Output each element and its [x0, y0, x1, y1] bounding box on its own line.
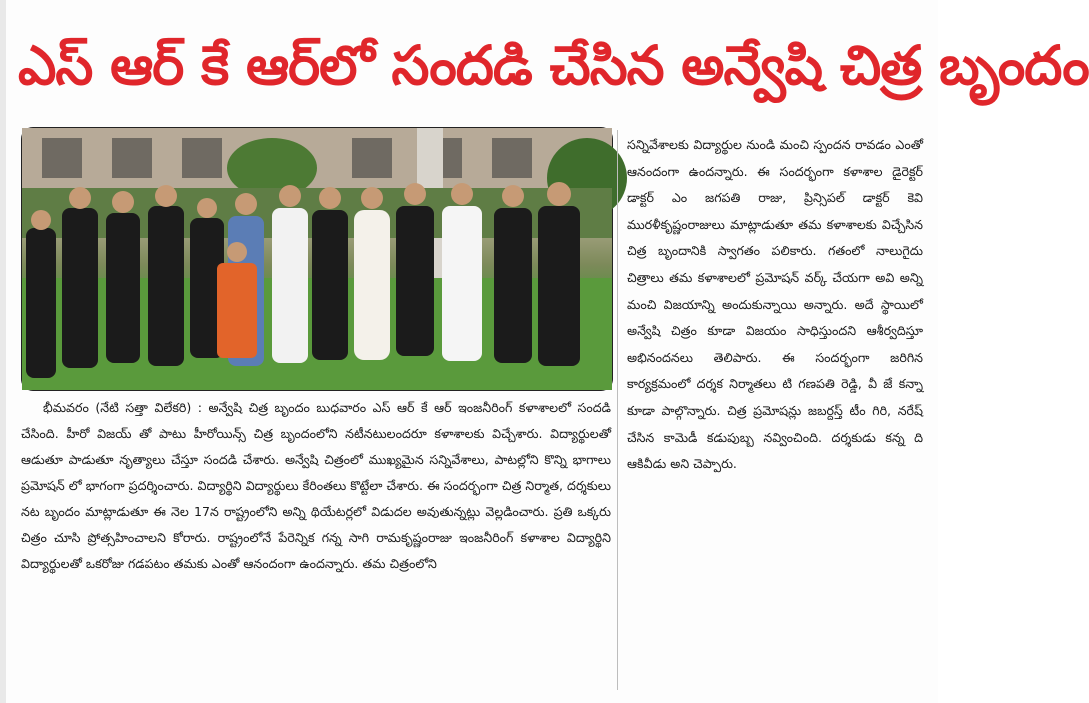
column-divider — [617, 130, 618, 690]
article-column-right — [627, 132, 923, 697]
group-photo — [21, 127, 613, 391]
group-photo-illustration — [22, 128, 612, 390]
page-edge — [0, 0, 6, 703]
headline: ఎస్ ఆర్ కే ఆర్‌లో సందడి చేసిన అన్వేషి చిత్ర బృందం — [18, 34, 1089, 97]
article-paragraph-right: సన్నివేశాలకు విద్యార్థుల నుండి మంచి స్పందన రావడం ఎంతో ఆనందంగా ఉందన్నారు. ఈ సందర్భంగా కళాశాల డైరెక్టర్ డాక్టర్ ఎం జగపతి రాజు, ప్రిన్సిపల్ డాక్టర్ కెవి మురళీకృష్ణంరాజులు మాట్లాడుతూ తమ కళాశాలకు విచ్చేసిన చిత్ర బృందానికి స్వాగతం పలికారు. గతంలో నాలుగైదు చిత్రాలు తమ కళాశాలలో ప్రమోషన్ వర్క్ చేయగా అవి అన్ని మంచి విజయాన్ని అందుకున్నాయి అన్నారు. అదే స్థాయిలో అన్వేషి చిత్రం కూడా విజయం సాధిస్తుందని ఆశీర్వదిస్తూ అభినందనలు తెలిపారు. ఈ సందర్భంగా జరిగిన కార్యక్రమంలో దర్శక నిర్మాతలు టి గణపతి రెడ్డి, వీ జే కన్నా కూడా పాల్గొన్నారు. చిత్ర ప్రమోషన్లు జబర్దస్త్ టీం గిరి, నరేష్ చేసిన కామెడీ కడుపుబ్బ నవ్వించింది. దర్శకుడు కన్న ది ఆకివీడు అని చెప్పారు. — [627, 137, 923, 472]
article-column-left — [21, 395, 611, 695]
article-paragraph-left: భీమవరం (నేటి సత్తా విలేకరి) : అన్వేషి చిత్ర బృందం బుధవారం ఎస్ ఆర్ కే ఆర్ ఇంజనీరింగ్ కళాశాలలో సందడి చేసింది. హీరో విజయ్ తో పాటు హీరోయిన్స్ చిత్ర బృందంలోని నటీనటులందరూ కళాశాలకు విచ్చేశారు. విద్యార్థులతో ఆడుతూ పాడుతూ నృత్యాలు చేస్తూ సందడి చేశారు. అన్వేషి చిత్రంలో ముఖ్యమైన సన్నివేశాలు, పాటల్లోని కొన్ని భాగాలు ప్రమోషన్ లో భాగంగా ప్రదర్శించారు. విద్యార్థిని విద్యార్థులు కేరింతలు కొట్టేలా చేశారు. ఈ సందర్భంగా చిత్ర నిర్మాత, దర్శకులు నట బృందం మాట్లాడుతూ ఈ నెల 17న రాష్ట్రంలోని అన్ని థియేటర్లలో విడుదల అవుతున్నట్లు వెల్లడించారు. ప్రతి ఒక్కరు చిత్రం చూసి ప్రోత్సహించాలని కోరారు. రాష్ట్రంలోనే పేరెన్నిక గన్న సాగి రామకృష్ణంరాజు ఇంజనీరింగ్ కళాశాల విద్యార్థిని విద్యార్థులతో ఒకరోజు గడపటం తమకు ఎంతో ఆనందంగా ఉందన్నారు. తమ చిత్రంలోని — [21, 400, 611, 571]
